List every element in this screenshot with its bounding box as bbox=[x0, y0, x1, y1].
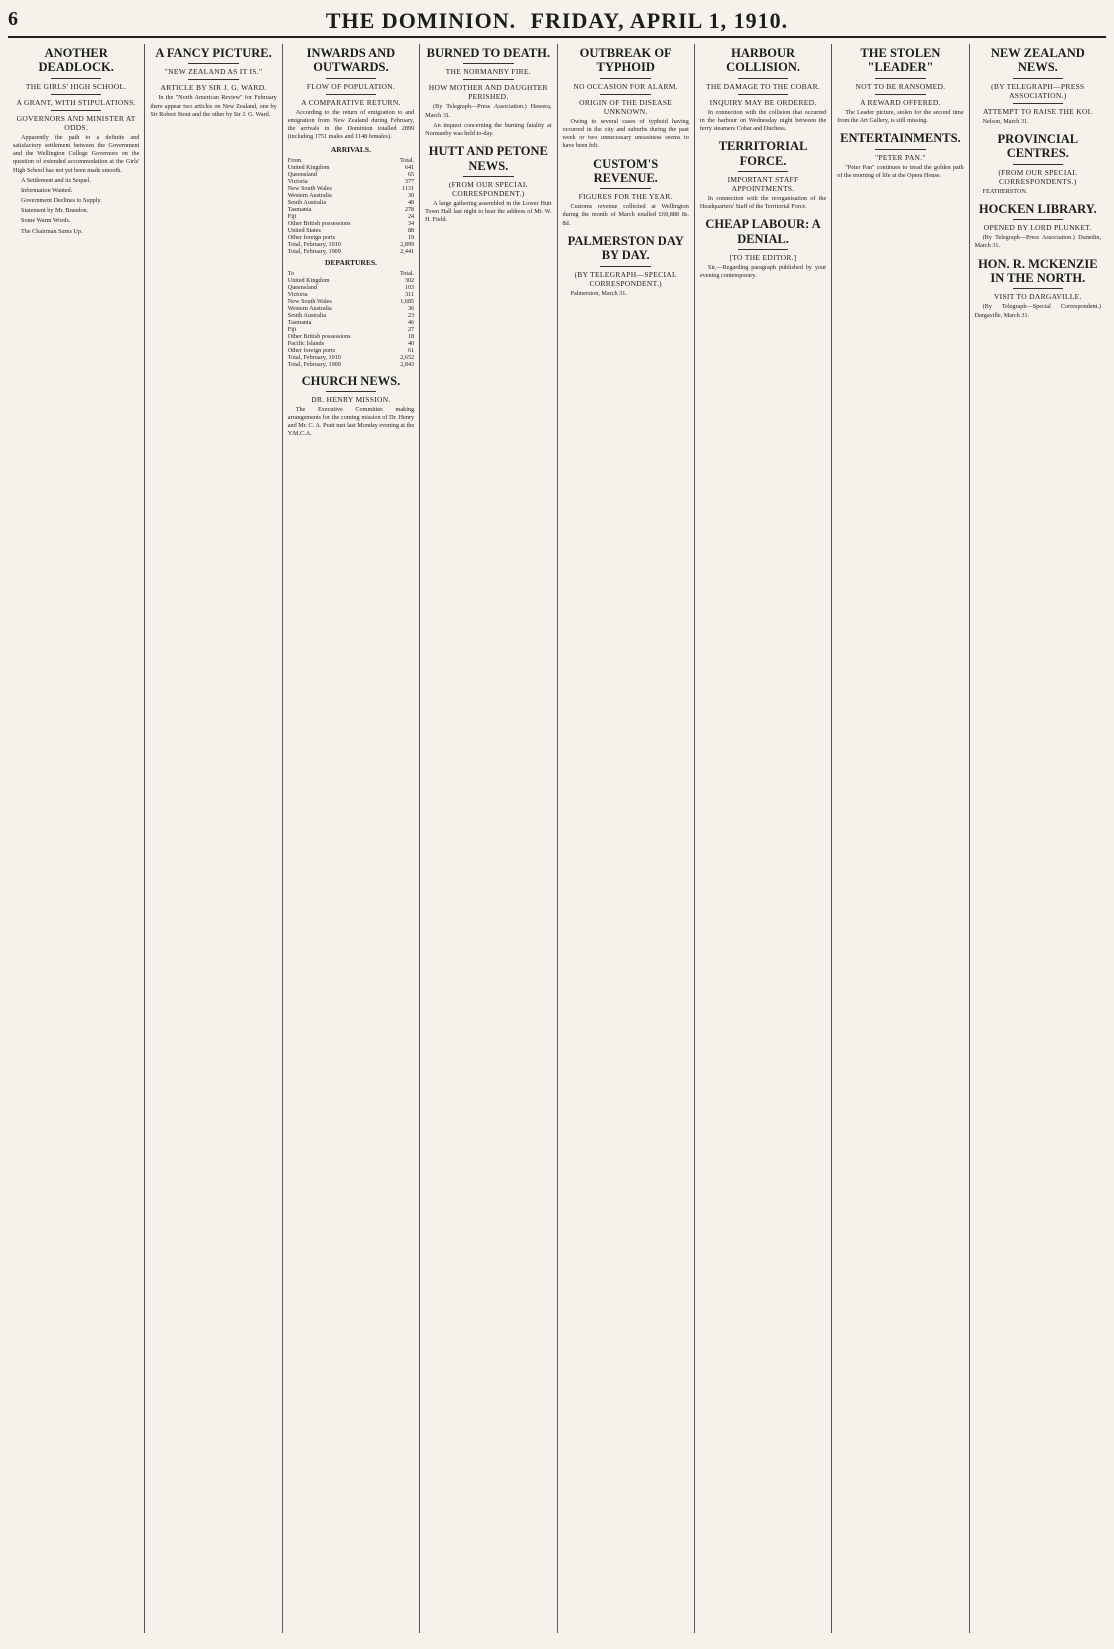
article-paragraph: A Settlement and its Sequel. bbox=[21, 176, 91, 184]
table-cell: 641 bbox=[404, 163, 415, 171]
deck-rule bbox=[463, 63, 514, 64]
table-row bbox=[288, 199, 414, 206]
article-deck: ORIGIN OF THE DISEASE UNKNOWN. bbox=[579, 97, 673, 116]
deck-rule bbox=[1013, 78, 1064, 79]
deck-rule bbox=[326, 391, 377, 392]
table-row bbox=[288, 354, 414, 361]
column-5 bbox=[558, 44, 695, 1633]
table-row bbox=[288, 326, 414, 333]
table-row bbox=[288, 171, 414, 178]
table-cell: Western Australia bbox=[287, 191, 332, 199]
table-row bbox=[288, 248, 414, 255]
table-cell: Victoria bbox=[287, 177, 308, 185]
table-row bbox=[288, 178, 414, 185]
article-deck: A REWARD OFFERED. bbox=[860, 97, 941, 107]
article-deck: THE NORMANBY FIRE. bbox=[445, 67, 531, 77]
table-row bbox=[288, 298, 414, 305]
deck-rule bbox=[1013, 219, 1064, 220]
article-paragraph: Statement by Mr. Brandon. bbox=[21, 207, 89, 215]
table-cell: Total, February, 1910 bbox=[287, 353, 341, 361]
article-deck: OPENED BY LORD PLUNKET. bbox=[983, 223, 1092, 233]
deck-rule bbox=[51, 78, 102, 79]
article bbox=[563, 46, 689, 151]
article bbox=[837, 46, 963, 125]
table-row bbox=[288, 284, 414, 291]
table-row bbox=[288, 234, 414, 241]
article-deck: THE DAMAGE TO THE COBAR. bbox=[706, 81, 821, 91]
table-row bbox=[288, 270, 414, 277]
deck-rule bbox=[51, 94, 102, 95]
article-body bbox=[975, 118, 1101, 126]
table-row bbox=[288, 361, 414, 368]
article bbox=[288, 46, 414, 368]
column-8 bbox=[970, 44, 1106, 1633]
article-headline: CHEAP LABOUR: A DENIAL. bbox=[705, 217, 821, 246]
article-deck: (FROM OUR SPECIAL CORRESPONDENTS.) bbox=[998, 167, 1078, 186]
table-cell: Queensland bbox=[287, 170, 317, 178]
deck-rule bbox=[875, 149, 926, 150]
article-body bbox=[700, 195, 826, 211]
article-headline: NEW ZEALAND NEWS. bbox=[990, 46, 1085, 75]
deck-rule bbox=[738, 78, 789, 79]
article-headline: ENTERTAINMENTS. bbox=[840, 131, 961, 146]
deck-rule bbox=[875, 78, 926, 79]
article-paragraph: Palmerston, March 31. bbox=[570, 289, 627, 297]
article-paragraph: Information Wanted. bbox=[21, 186, 73, 194]
article-headline: A FANCY PICTURE. bbox=[155, 46, 272, 60]
table-row bbox=[288, 157, 414, 164]
table-cell: 18 bbox=[407, 332, 415, 340]
article-deck: ARTICLE BY SIR J. G. WARD. bbox=[160, 83, 267, 93]
article-headline: HOCKEN LIBRARY. bbox=[978, 201, 1097, 216]
table-cell: Tasmania bbox=[287, 205, 312, 213]
table-cell: 19 bbox=[407, 233, 415, 241]
table-cell: United States bbox=[287, 226, 321, 234]
table-cell: New South Wales bbox=[287, 184, 332, 192]
article-body bbox=[700, 109, 826, 134]
article-body bbox=[425, 103, 551, 138]
article-deck: ATTEMPT TO RAISE THE KOI. bbox=[982, 106, 1093, 116]
article-paragraph: Some Warm Words. bbox=[21, 217, 71, 225]
article-deck: NO OCCASION FOR ALARM. bbox=[573, 81, 678, 91]
deck-rule bbox=[188, 79, 239, 80]
article bbox=[425, 46, 551, 138]
article-headline: HON. R. MCKENZIE IN THE NORTH. bbox=[978, 256, 1098, 285]
article bbox=[425, 144, 551, 224]
table-cell: Fiji bbox=[287, 325, 297, 333]
deck-rule bbox=[188, 63, 239, 64]
article-deck: A GRANT, WITH STIPULATIONS. bbox=[16, 97, 136, 107]
table-cell: Total. bbox=[399, 156, 415, 164]
article-deck: NOT TO BE RANSOMED. bbox=[855, 81, 946, 91]
article-headline: HARBOUR COLLISION. bbox=[726, 46, 801, 75]
deck-rule bbox=[738, 94, 789, 95]
article-paragraph: Sir,—Regarding paragraph published by your evening contemporary. bbox=[699, 264, 827, 280]
table-cell: Tasmania bbox=[287, 318, 312, 326]
article bbox=[150, 46, 276, 119]
deck-rule bbox=[326, 78, 377, 79]
table-row bbox=[288, 185, 414, 192]
article-deck: (FROM OUR SPECIAL CORRESPONDENT.) bbox=[448, 179, 528, 198]
article-headline: PALMERSTON DAY BY DAY. bbox=[567, 233, 684, 263]
table-cell: Western Australia bbox=[287, 304, 332, 312]
masthead-title bbox=[8, 8, 1106, 34]
article-body bbox=[563, 290, 689, 298]
table-cell: New South Wales bbox=[287, 297, 332, 305]
article bbox=[837, 131, 963, 180]
table-cell: Other British possessions bbox=[287, 332, 351, 340]
deck-rule bbox=[1013, 103, 1064, 104]
article-headline: CUSTOM'S REVENUE. bbox=[593, 156, 659, 185]
newspaper-page bbox=[8, 8, 1106, 1633]
article-headline: THE STOLEN "LEADER" bbox=[860, 46, 941, 75]
table-cell: Total, February, 1909 bbox=[287, 247, 341, 255]
article-paragraph: Nelson, March 31. bbox=[982, 117, 1029, 125]
table-cell: 24 bbox=[407, 212, 415, 220]
table-row bbox=[288, 347, 414, 354]
table-cell: 2,899 bbox=[400, 240, 415, 248]
article bbox=[975, 202, 1101, 251]
table-cell: Pacific Islands bbox=[287, 339, 325, 347]
table-cell: Queensland bbox=[287, 283, 317, 291]
article bbox=[563, 234, 689, 298]
article-paragraph: "Peter Pan" continues to tread the golden path of the morning of life at the Opera House. bbox=[837, 163, 964, 179]
table-cell: South Australia bbox=[287, 198, 327, 206]
article-paragraph: Apparently the path to a definite and satisfactory settlement between the Government and the Wellington College Governors on the question of extended accommodation at the Girls' High School has not yet been made smooth. bbox=[13, 133, 140, 174]
article bbox=[700, 139, 826, 211]
table-cell: 1,685 bbox=[400, 297, 415, 305]
article-body bbox=[563, 203, 689, 228]
article-deck: DR. HENRY MISSION. bbox=[311, 394, 391, 404]
article bbox=[700, 217, 826, 280]
article-headline: CHURCH NEWS. bbox=[301, 373, 401, 388]
table-cell: South Australia bbox=[287, 311, 327, 319]
article-deck: "NEW ZEALAND AS IT IS." bbox=[164, 67, 263, 77]
deck-rule bbox=[1013, 288, 1064, 289]
article-headline: PROVINCIAL CENTRES. bbox=[997, 131, 1079, 161]
table-title: DEPARTURES. bbox=[324, 257, 377, 267]
table-row bbox=[288, 277, 414, 284]
article bbox=[563, 157, 689, 228]
article-body bbox=[150, 94, 276, 119]
table-row bbox=[288, 312, 414, 319]
article-deck: A COMPARATIVE RETURN. bbox=[301, 97, 401, 107]
article-paragraph: In the "North American Review" for February there appear two articles on New Zealand, one by Sir Robert Stout and the other by Sir J. G. Ward. bbox=[150, 94, 277, 118]
article-paragraph: In connection with the reorganisation of the Headquarters' Staff of the Territorial Force. bbox=[699, 195, 827, 211]
table-cell: United Kingdom bbox=[287, 276, 330, 284]
article-headline: INWARDS AND OUTWARDS. bbox=[306, 46, 396, 75]
article-body bbox=[700, 264, 826, 280]
deck-rule bbox=[1013, 164, 1064, 165]
table-cell: 2,441 bbox=[400, 247, 415, 255]
article bbox=[975, 46, 1101, 126]
column-6 bbox=[695, 44, 832, 1633]
table-cell: 48 bbox=[407, 198, 415, 206]
table-row bbox=[288, 305, 414, 312]
table-cell: Total, February, 1910 bbox=[287, 240, 341, 248]
table-row bbox=[288, 164, 414, 171]
article-body bbox=[425, 200, 551, 225]
table-cell: 36 bbox=[407, 304, 415, 312]
article-body bbox=[563, 118, 689, 151]
table-row bbox=[288, 220, 414, 227]
article-headline: HUTT AND PETONE NEWS. bbox=[428, 144, 548, 173]
table-cell: 377 bbox=[404, 177, 415, 185]
table-row bbox=[288, 227, 414, 234]
table-row bbox=[288, 340, 414, 347]
table-cell: Other foreign ports bbox=[287, 233, 336, 241]
table-row bbox=[288, 213, 414, 220]
table-cell: 23 bbox=[407, 311, 415, 319]
article-deck: (BY TELEGRAPH—SPECIAL CORRESPONDENT.) bbox=[574, 269, 677, 288]
article-body bbox=[975, 303, 1101, 319]
article-deck: IMPORTANT STAFF APPOINTMENTS. bbox=[727, 175, 799, 194]
column-1 bbox=[8, 44, 145, 1633]
table-cell: 1131 bbox=[401, 184, 415, 192]
article-deck: THE GIRLS' HIGH SCHOOL. bbox=[25, 81, 127, 91]
table-cell: 2,843 bbox=[400, 360, 415, 368]
table-title: ARRIVALS. bbox=[330, 144, 371, 154]
table-cell: 311 bbox=[405, 290, 415, 298]
table-cell: 2,652 bbox=[400, 353, 415, 361]
article-body bbox=[288, 109, 414, 142]
article-paragraph: According to the return of emigration to and emigration from New Zealand during February, the arrivals in the Dominion totalled 2899 (including 1751 males and 1148 females). bbox=[287, 108, 415, 141]
article-paragraph: (By Telegraph—Press Association.) Dunedin, March 31. bbox=[974, 234, 1101, 250]
article-headline: ANOTHER DEADLOCK. bbox=[38, 46, 114, 75]
deck-rule bbox=[738, 249, 789, 250]
column-4 bbox=[420, 44, 557, 1633]
table-cell: Other foreign ports bbox=[287, 346, 336, 354]
article-paragraph: The Leader picture, stolen for the second time from the Art Gallery, is still missing. bbox=[837, 108, 964, 124]
table-cell: Fiji bbox=[287, 212, 297, 220]
table-cell: Total. bbox=[399, 269, 415, 277]
table-row bbox=[288, 333, 414, 340]
table-cell: Victoria bbox=[287, 290, 308, 298]
deck-rule bbox=[875, 94, 926, 95]
article-paragraph: FEATHERSTON. bbox=[982, 187, 1028, 195]
article bbox=[975, 132, 1101, 196]
article-body bbox=[837, 109, 963, 125]
article-deck: GOVERNORS AND MINISTER AT ODDS. bbox=[16, 113, 136, 132]
table-row bbox=[288, 241, 414, 248]
deck-rule bbox=[600, 78, 651, 79]
article-deck: (BY TELEGRAPH—PRESS ASSOCIATION.) bbox=[991, 81, 1085, 100]
column-2 bbox=[145, 44, 282, 1633]
article bbox=[288, 374, 414, 439]
article-body bbox=[837, 164, 963, 180]
article-body bbox=[975, 234, 1101, 250]
table-cell: To bbox=[287, 269, 295, 277]
table-row bbox=[288, 291, 414, 298]
issue-date: FRIDAY, APRIL 1, 1910. bbox=[530, 8, 789, 33]
table-cell: 61 bbox=[407, 346, 415, 354]
article-deck: "PETER PAN." bbox=[875, 152, 926, 162]
paper-name: THE DOMINION. bbox=[325, 8, 517, 33]
table-row bbox=[288, 192, 414, 199]
table-cell: From bbox=[287, 156, 302, 164]
article-paragraph: Customs revenue collected at Wellington during the month of March totalled £69,888 8s. 8d. bbox=[562, 203, 689, 227]
article-deck: [TO THE EDITOR.] bbox=[729, 253, 797, 263]
article-paragraph: An inquest concerning the burning fatality at Normanby was held to-day. bbox=[425, 121, 552, 137]
masthead bbox=[8, 8, 1106, 38]
statistics-table bbox=[288, 157, 414, 255]
deck-rule bbox=[463, 79, 514, 80]
article bbox=[13, 46, 139, 236]
table-cell: United Kingdom bbox=[287, 163, 330, 171]
article-paragraph: In connection with the collision that occurred in the harbour on Wednesday night between the ferry steamers Cobar and Duchess. bbox=[699, 108, 827, 133]
article-body bbox=[975, 188, 1101, 196]
article-paragraph: (By Telegraph—Press Association.) Hawera, March 31. bbox=[425, 103, 552, 119]
table-cell: 30 bbox=[407, 191, 415, 199]
article bbox=[975, 257, 1101, 320]
article-paragraph: A large gathering assembled in the Lower Hutt Town Hall last night to hear the address of Mr. W. H. Field. bbox=[425, 199, 552, 224]
column-7 bbox=[832, 44, 969, 1633]
article-paragraph: Government Declines to Supply. bbox=[21, 197, 102, 205]
table-row bbox=[288, 319, 414, 326]
table-cell: 103 bbox=[404, 283, 415, 291]
deck-rule bbox=[600, 188, 651, 189]
deck-rule bbox=[326, 94, 377, 95]
article-paragraph: The Chairman Sums Up. bbox=[21, 227, 83, 235]
deck-rule bbox=[463, 176, 514, 177]
table-cell: 40 bbox=[407, 339, 415, 347]
article-deck: HOW MOTHER AND DAUGHTER PERISHED. bbox=[428, 83, 548, 102]
deck-rule bbox=[600, 94, 651, 95]
table-cell: 278 bbox=[404, 205, 415, 213]
article-paragraph: The Executive Committee making arrangements for the coming mission of Dr. Henry and Mr. C. A. Pratt met last Monday evening at the Y.M.C.A. bbox=[287, 405, 415, 438]
article-paragraph: Owing to several cases of typhoid having occurred in the city and suburbs during the past week or two unnecessary uneasiness seems to have been felt. bbox=[562, 117, 689, 150]
article-paragraph: (By Telegraph—Special Correspondent.) Dargaville, March 31. bbox=[974, 303, 1101, 319]
columns bbox=[8, 44, 1106, 1633]
article-headline: TERRITORIAL FORCE. bbox=[718, 139, 808, 168]
deck-rule bbox=[600, 266, 651, 267]
page-number: 6 bbox=[8, 8, 18, 30]
deck-rule bbox=[738, 171, 789, 172]
table-cell: 34 bbox=[407, 219, 415, 227]
table-cell: 88 bbox=[407, 226, 415, 234]
article-headline: OUTBREAK OF TYPHOID bbox=[579, 46, 672, 75]
article-deck: FLOW OF POPULATION. bbox=[306, 81, 396, 91]
table-cell: 65 bbox=[407, 170, 415, 178]
article-deck: FIGURES FOR THE YEAR. bbox=[578, 192, 673, 202]
table-cell: Other British possessions bbox=[287, 219, 351, 227]
table-cell: Total, February, 1909 bbox=[287, 360, 341, 368]
table-cell: 46 bbox=[407, 318, 415, 326]
table-cell: 302 bbox=[404, 276, 415, 284]
article-body bbox=[13, 134, 139, 236]
article-deck: VISIT TO DARGAVILLE. bbox=[993, 292, 1082, 302]
statistics-table bbox=[288, 270, 414, 368]
table-row bbox=[288, 206, 414, 213]
table-cell: 27 bbox=[407, 325, 415, 333]
column-3 bbox=[283, 44, 420, 1633]
deck-rule bbox=[51, 110, 102, 111]
article-body bbox=[288, 406, 414, 439]
article bbox=[700, 46, 826, 133]
article-headline: BURNED TO DEATH. bbox=[426, 46, 550, 60]
article-deck: INQUIRY MAY BE ORDERED. bbox=[709, 97, 817, 107]
